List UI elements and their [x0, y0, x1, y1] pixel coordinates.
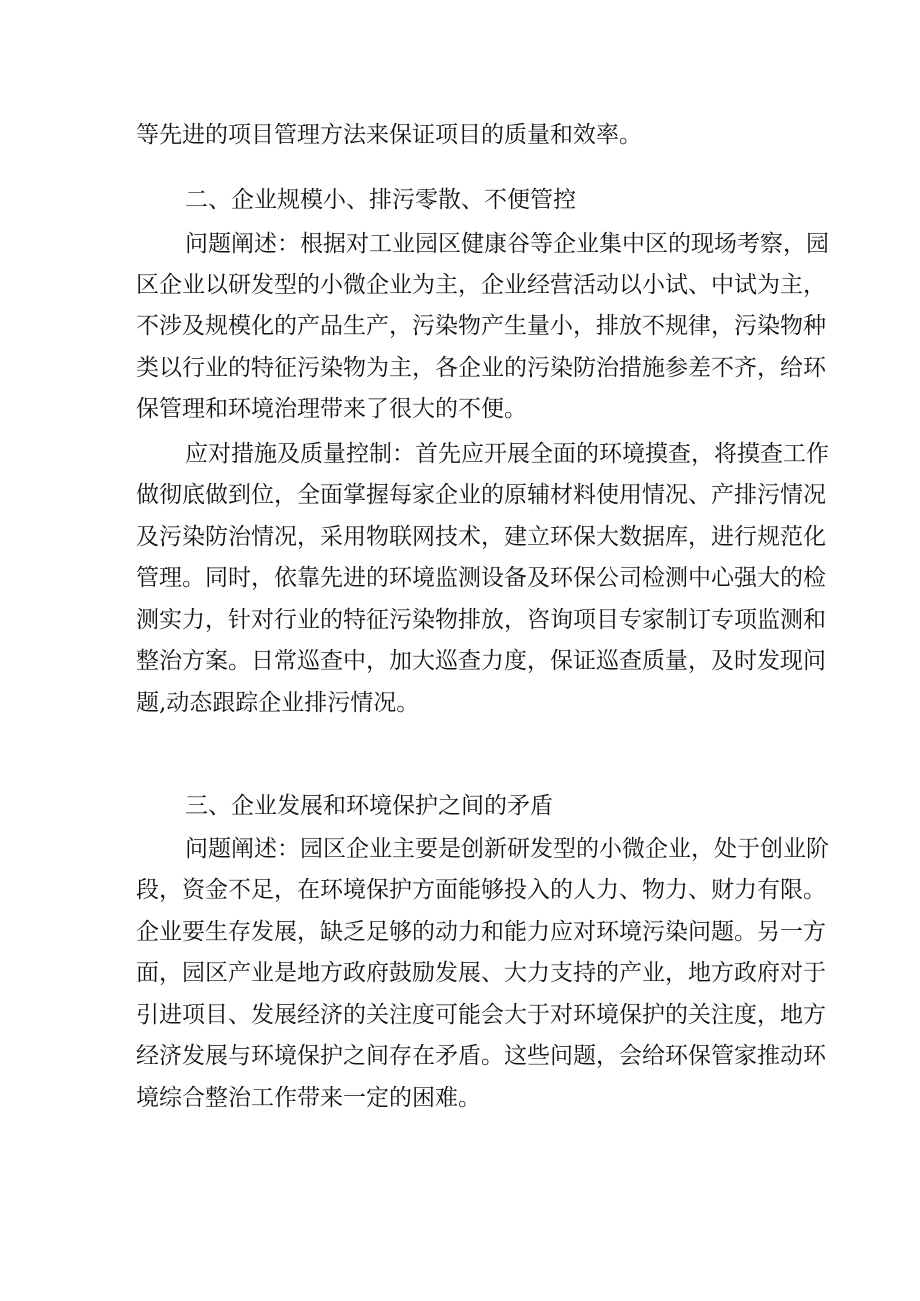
section-2-measure-line: 管理。同时，依靠先进的环境监测设备及环保公司检测中心强大的检: [136, 565, 826, 591]
section-2-problem-line: 保管理和环境治理带来了很大的不便。: [136, 396, 527, 422]
section-2-problem-line: 不涉及规模化的产品生产，污染物产生量小，排放不规律，污染物种: [136, 313, 826, 339]
section-3-problem-line: 段，资金不足，在环境保护方面能够投入的人力、物力、财力有限。: [136, 877, 826, 903]
section-2-problem-line: 类以行业的特征污染物为主，各企业的污染防治措施参差不齐，给环: [136, 355, 826, 381]
section-2-measure-line: 题,动态跟踪企业排污情况。: [136, 690, 420, 716]
section-3-problem-line: 境综合整治工作带来一定的困难。: [136, 1085, 481, 1111]
section-3-problem-line: 问题阐述：园区企业主要是创新研发型的小微企业，处于创业阶: [185, 836, 829, 862]
section-2-measure-line: 测实力，针对行业的特征污染物排放，咨询项目专家制订专项监测和: [136, 607, 826, 633]
section-3-problem-line: 面，园区产业是地方政府鼓励发展、大力支持的产业，地方政府对于: [136, 960, 826, 986]
section-2-problem-line: 区企业以研发型的小微企业为主，企业经营活动以小试、中试为主，: [136, 272, 826, 298]
section-2-measure-line: 整治方案。日常巡查中，加大巡查力度，保证巡查质量，及时发现问: [136, 648, 826, 674]
section-2-heading: 二、企业规模小、排污零散、不便管控: [185, 187, 576, 213]
section-2-measure-line: 及污染防治情况，采用物联网技术，建立环保大数据库，进行规范化: [136, 524, 826, 550]
section-3-problem-line: 经济发展与环境保护之间存在矛盾。这些问题，会给环保管家推动环: [136, 1043, 826, 1069]
section-2-problem-line: 问题阐述：根据对工业园区健康谷等企业集中区的现场考察，园: [185, 231, 829, 257]
section-2-measure-line: 做彻底做到位，全面掌握每家企业的原辅材料使用情况、产排污情况: [136, 482, 826, 508]
intro-line: 等先进的项目管理方法来保证项目的质量和效率。: [136, 122, 642, 148]
section-3-heading: 三、企业发展和环境保护之间的矛盾: [185, 793, 553, 819]
section-2-measure-line: 应对措施及质量控制：首先应开展全面的环境摸查，将摸查工作: [185, 441, 829, 467]
section-3-problem-line: 企业要生存发展，缺乏足够的动力和能力应对环境污染问题。另一方: [136, 919, 826, 945]
section-3-problem-line: 引进项目、发展经济的关注度可能会大于对环境保护的关注度，地方: [136, 1002, 826, 1028]
